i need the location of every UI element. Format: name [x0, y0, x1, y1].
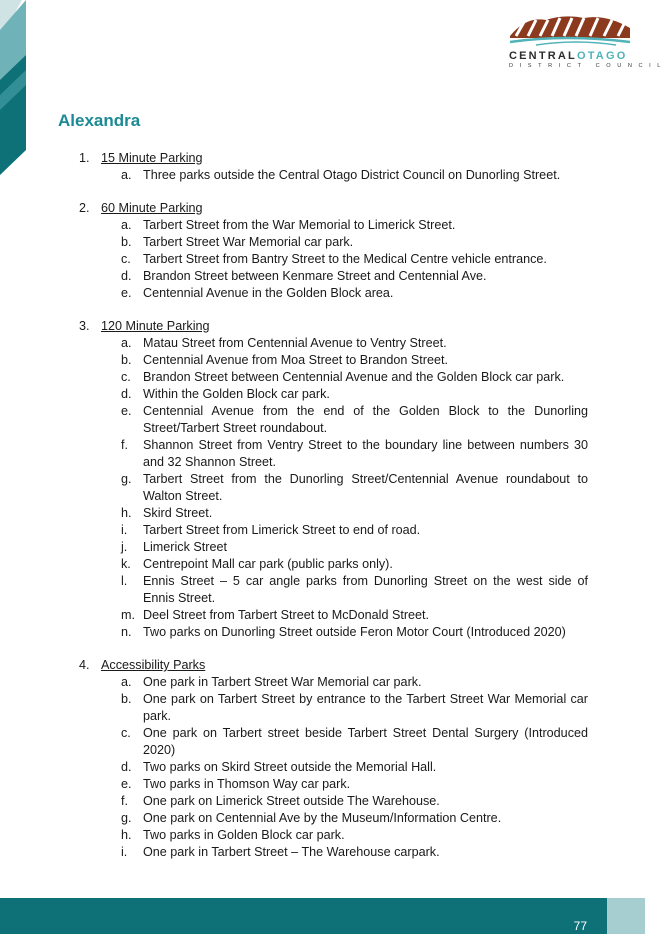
section-title: Accessibility Parks [101, 658, 206, 672]
list-item [0, 624, 588, 641]
list-item-text: Centrepoint Mall car park (public parks only). [143, 557, 393, 571]
list-item [0, 369, 588, 386]
list-item-letter: d. [121, 269, 132, 283]
list-item [0, 471, 588, 505]
list-item-text: Skird Street. [143, 506, 213, 520]
list-item-text: Two parks on Skird Street outside the Memorial Hall. [143, 760, 437, 774]
list-item-letter: e. [121, 777, 132, 791]
list-item-letter: k. [121, 557, 131, 571]
list-item [0, 776, 588, 793]
list-item [0, 573, 588, 607]
list-item-text: Within the Golden Block car park. [143, 387, 330, 401]
list-item [0, 251, 588, 268]
list-item-letter: f. [121, 794, 128, 808]
list-item-text: Tarbert Street from Bantry Street to the Medical Centre vehicle entrance. [143, 252, 547, 266]
list-item [0, 217, 588, 234]
list-item-text: Brandon Street between Kenmare Street and Centennial Ave. [143, 269, 487, 283]
list-item-text: Two parks in Thomson Way car park. [143, 777, 351, 791]
list-item [0, 844, 588, 861]
list-item [0, 691, 588, 725]
logo-text [509, 50, 667, 69]
list-item-text: Three parks outside the Central Otago District Council on Dunorling Street. [143, 168, 561, 182]
list-item [0, 810, 588, 827]
section-heading [0, 150, 645, 167]
list-item [0, 759, 588, 776]
list-item-text: Centennial Avenue from the end of the Golden Block to the Dunorling Street/Tarbert Street roundabout. [143, 404, 588, 435]
list-item-letter: d. [121, 760, 132, 774]
section-title: 15 Minute Parking [101, 151, 203, 165]
list-item [0, 793, 588, 810]
list-item-letter: c. [121, 726, 131, 740]
list-item-text: Two parks on Dunorling Street outside Feron Motor Court (Introduced 2020) [143, 625, 566, 639]
list-item [0, 725, 588, 759]
logo-wordmark [509, 50, 633, 62]
list-item-text: Shannon Street from Ventry Street to the boundary line between numbers 30 and 32 Shannon Street. [143, 438, 588, 469]
section-heading [0, 200, 645, 217]
list-item-text: One park on Tarbert street beside Tarbert Street Dental Surgery (Introduced 2020) [143, 726, 588, 757]
list-item-text: One park in Tarbert Street – The Warehouse carpark. [143, 845, 440, 859]
list-item [0, 234, 588, 251]
list-item-text: Tarbert Street from the War Memorial to Limerick Street. [143, 218, 456, 232]
section-heading [0, 657, 645, 674]
list-item-text: Matau Street from Centennial Avenue to Ventry Street. [143, 336, 447, 350]
list-item-text: Tarbert Street from Limerick Street to end of road. [143, 523, 421, 537]
list-item-letter: e. [121, 404, 132, 418]
list-item-letter: h. [121, 828, 132, 842]
list-item [0, 437, 588, 471]
list-item-text: Centennial Avenue from Moa Street to Brandon Street. [143, 353, 448, 367]
section-number: 2. [79, 201, 90, 215]
list-item [0, 268, 588, 285]
footer-tab [607, 898, 645, 934]
parking-list [0, 150, 645, 877]
footer-bar [0, 898, 607, 934]
list-item-letter: c. [121, 370, 131, 384]
list-item-text: Tarbert Street War Memorial car park. [143, 235, 354, 249]
list-item-letter: b. [121, 235, 132, 249]
list-section [0, 318, 645, 641]
section-title: 60 Minute Parking [101, 201, 203, 215]
list-item-letter: g. [121, 472, 132, 486]
section-heading [0, 318, 645, 335]
page-number: 77 [573, 919, 587, 933]
list-item-text: One park in Tarbert Street War Memorial car park. [143, 675, 422, 689]
list-item [0, 539, 588, 556]
list-item-letter: c. [121, 252, 131, 266]
list-item-text: Brandon Street between Centennial Avenue and the Golden Block car park. [143, 370, 565, 384]
list-item-letter: a. [121, 168, 132, 182]
list-item [0, 386, 588, 403]
list-item-letter: e. [121, 286, 132, 300]
logo-word-central: CENTRAL [509, 50, 577, 62]
list-item-letter: a. [121, 336, 132, 350]
list-item-letter: m. [121, 608, 135, 622]
list-item-letter: b. [121, 353, 132, 367]
section-number: 4. [79, 658, 90, 672]
list-item [0, 352, 588, 369]
list-item-text: Centennial Avenue in the Golden Block area. [143, 286, 394, 300]
list-item-letter: j. [121, 540, 128, 554]
list-item-letter: i. [121, 845, 128, 859]
list-item [0, 167, 588, 184]
section-number: 3. [79, 319, 90, 333]
list-item-letter: b. [121, 692, 132, 706]
list-item-letter: a. [121, 218, 132, 232]
list-item [0, 522, 588, 539]
list-item-text: Two parks in Golden Block car park. [143, 828, 345, 842]
list-item [0, 674, 588, 691]
list-section [0, 657, 645, 861]
list-item-letter: d. [121, 387, 132, 401]
list-item [0, 827, 588, 844]
list-item-text: One park on Centennial Ave by the Museum/Information Centre. [143, 811, 502, 825]
list-item-text: Tarbert Street from the Dunorling Street/Centennial Avenue roundabout to Walton Street. [143, 472, 588, 503]
section-number: 1. [79, 151, 90, 165]
list-item-text: Ennis Street – 5 car angle parks from Dunorling Street on the west side of Ennis Street. [143, 574, 588, 605]
list-item-letter: h. [121, 506, 132, 520]
page-title: Alexandra [58, 111, 141, 130]
list-section [0, 200, 645, 302]
list-section [0, 150, 645, 184]
list-item [0, 403, 588, 437]
list-item-letter: a. [121, 675, 132, 689]
list-item-text: One park on Tarbert Street by entrance to the Tarbert Street War Memorial car park. [143, 692, 588, 723]
list-item [0, 285, 588, 302]
list-item [0, 335, 588, 352]
list-item-letter: n. [121, 625, 132, 639]
list-item-letter: g. [121, 811, 132, 825]
list-item [0, 556, 588, 573]
list-item-letter: i. [121, 523, 128, 537]
list-item [0, 505, 588, 522]
list-item-text: One park on Limerick Street outside The Warehouse. [143, 794, 440, 808]
list-item-text: Limerick Street [143, 540, 227, 554]
section-title: 120 Minute Parking [101, 319, 210, 333]
list-item [0, 607, 588, 624]
logo-subtitle: DISTRICT COUNCIL [509, 63, 667, 69]
list-item-text: Deel Street from Tarbert Street to McDonald Street. [143, 608, 430, 622]
list-item-letter: f. [121, 438, 128, 452]
logo-word-otago: OTAGO [576, 50, 628, 62]
list-item-letter: l. [121, 574, 128, 588]
